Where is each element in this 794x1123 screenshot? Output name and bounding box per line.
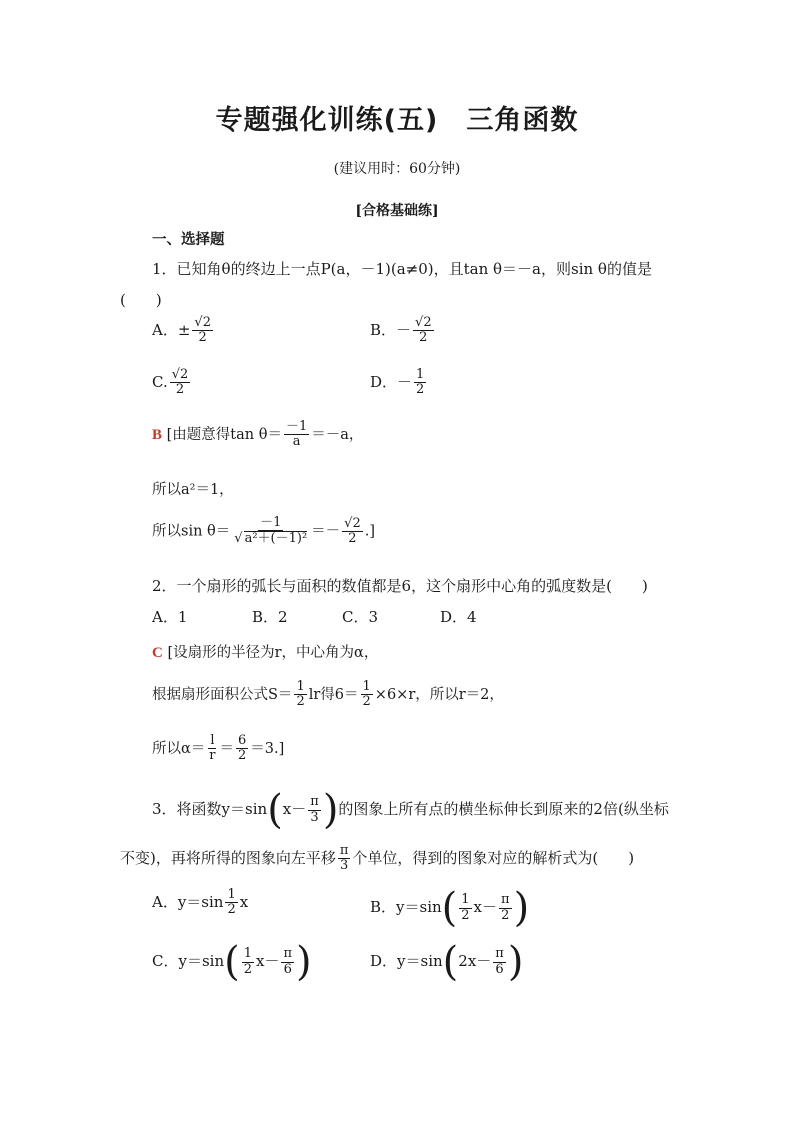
q1-option-c [152,368,192,398]
right-paren: ) [296,939,312,985]
q2-option-d: D．4 [440,608,477,626]
radicand: a²＋(－1)² [244,531,308,547]
fraction [361,680,373,710]
fraction [413,316,434,346]
denominator: 2 [416,382,425,398]
q1-solution-line-2: 所以a²＝1， [152,482,234,498]
option-label: D．y＝sin [370,952,443,970]
solution-text: 所以α＝ [152,740,206,757]
q1-option-b [370,316,436,346]
denominator: 2 [198,330,207,346]
right-paren: ) [507,939,524,985]
fraction [342,517,363,547]
option-label: C．y＝sin [152,952,225,970]
denominator: a [292,434,301,450]
q2-solution-line-2 [152,680,504,710]
denominator: 2 [362,694,371,710]
denominator: 3 [339,858,349,874]
numerator: π [310,794,319,810]
denominator: 2 [243,961,252,977]
fraction [294,680,306,710]
denominator: 6 [495,961,504,977]
q3-option-d [370,939,524,985]
solution-text: 所以sin θ＝ [152,523,231,540]
option-text: 2x－ [458,952,492,970]
numerator: √2 [415,315,432,330]
option-label: B．y＝sin [370,898,442,916]
question-text: 个单位，得到的图象对应的解析式为( ) [352,848,635,867]
numerator: π [283,946,293,962]
fraction [338,844,351,874]
fraction [499,893,512,923]
q2-option-c: C．3 [342,608,379,626]
numerator: －1 [285,419,308,434]
fraction [284,420,309,450]
solution-text: tan θ＝ [230,426,282,443]
denominator: 2 [238,748,247,764]
denominator: 2 [461,907,470,923]
solution-text: 根据扇形面积公式S＝ [152,686,293,703]
numerator: 1 [362,679,371,694]
answer-letter: C [152,645,163,661]
fraction [232,516,309,547]
question-text: 3．将函数y＝sin [152,800,268,818]
numerator: 1 [416,367,425,382]
numerator: π [495,946,504,962]
denominator: 2 [227,902,236,918]
part-heading: 一、选择题 [152,232,225,248]
question-3-line-2 [120,844,634,874]
question-1-text: 1．已知角θ的终边上一点P(a，－1)(a≠0)，且tan θ＝－a，则sin θ的值是 [152,260,652,278]
denominator: r [209,748,216,764]
denominator: 2 [348,530,357,546]
solution-text: .] [364,523,375,540]
question-2-text: 2．一个扇形的弧长与面积的数值都是6，这个扇形中心角的弧度数是( ) [152,577,648,595]
solution-text: lr得6＝ [308,686,359,703]
page-title: 专题强化训练(五) 三角函数 [215,105,579,136]
numerator: l [210,733,215,748]
left-paren: ( [442,939,459,985]
question-3-line-1 [152,787,669,833]
numerator: －1 [260,515,282,530]
solution-text: ×6×r，所以r＝2， [374,686,504,703]
option-text: x－ [256,952,280,970]
fraction [207,734,217,764]
numerator: 1 [461,892,470,908]
right-paren: ) [513,885,530,931]
q1-solution-line-1 [152,420,363,450]
solution-text: ＝－ [311,523,341,540]
option-label: A．y＝sin [152,892,224,911]
question-text: 的图象上所有点的横坐标伸长到原来的2倍(纵坐标 [338,800,669,818]
denominator: 2 [501,907,510,923]
solution-text: ＝3.] [250,740,285,757]
option-text: x [239,892,249,911]
question-1-bracket: ( ) [120,291,162,309]
option-label: B．－ [370,320,412,339]
numerator: π [501,892,510,908]
suggested-time: (建议用时：60分钟) [333,161,461,177]
q1-solution-line-3 [152,516,375,547]
right-paren: ) [322,787,339,833]
numerator: √2 [194,315,211,330]
q2-option-b: B．2 [252,608,288,626]
section-label: [合格基础练] [355,203,439,219]
fraction [170,368,191,398]
fraction [225,888,237,918]
denominator: √ a²＋(－1)² [234,531,308,547]
denominator: 6 [283,961,292,977]
fraction [414,368,426,398]
numerator: √2 [344,515,361,531]
fraction [236,734,248,764]
numerator: √2 [171,367,189,382]
answer-letter: B [152,426,163,443]
option-text: x－ [473,898,498,916]
solution-text: ＝ [219,740,235,757]
q2-solution-line-3 [152,734,284,764]
fraction [281,947,294,977]
question-text: 不变)，再将所得的图象向左平移 [120,848,336,867]
solution-text: ＝－a， [311,426,364,443]
q2-solution-line-1 [152,641,378,662]
denominator: 2 [419,330,428,346]
question-text: x－ [282,800,307,818]
denominator: 2 [296,694,305,710]
q1-option-a [152,316,215,346]
option-label: D．－ [370,372,413,391]
left-paren: ( [267,787,283,833]
denominator: 2 [175,382,185,398]
numerator: 1 [227,887,236,902]
q3-option-a [152,888,248,918]
q2-option-a: A．1 [152,608,188,626]
numerator: 1 [243,946,252,962]
q1-option-d [370,368,428,398]
fraction [308,795,321,825]
fraction [242,947,254,977]
q3-option-b [370,885,530,931]
numerator: π [339,843,349,858]
numerator: 6 [238,733,247,748]
solution-text: [设扇形的半径为r，中心角为α， [167,645,379,661]
left-paren: ( [441,885,458,931]
left-paren: ( [224,939,240,985]
fraction [493,947,506,977]
denominator: 3 [310,809,319,825]
numerator: 1 [296,679,305,694]
fraction [459,893,471,923]
solution-text: [由题意得 [166,426,231,443]
option-label: C. [152,372,168,391]
option-label: A．± [152,320,191,339]
q3-option-c [152,939,312,985]
fraction [192,316,213,346]
